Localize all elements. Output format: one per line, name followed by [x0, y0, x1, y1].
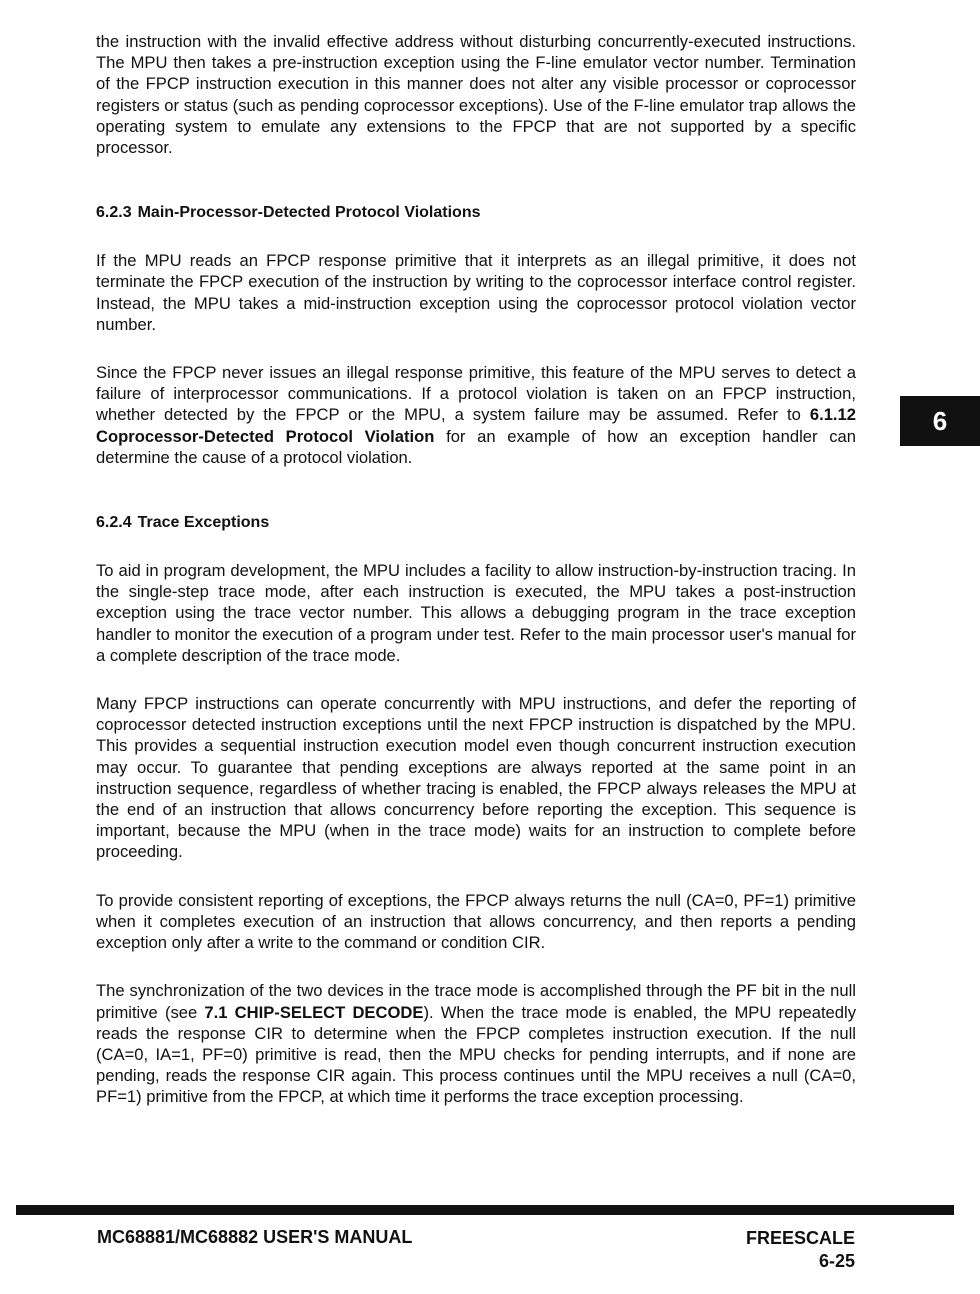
section-title: Trace Exceptions	[137, 514, 270, 532]
footer-manual-title: MC68881/MC68882 USER'S MANUAL	[97, 1227, 413, 1247]
section-heading	[96, 512, 856, 533]
paragraph: the instruction with the invalid effective address without disturbing concurrently-executed instructions. The MPU then takes a pre-instruction exception using the F-line emulator vector number. Termination of the FPCP instruction execution in this manner does not alter any visible processor or coprocessor registers or status (such as pending coprocessor exceptions). Use of the F-line emulator trap allows the operating system to emulate any extensions to the FPCP that are not supported by a specific processor.	[96, 32, 856, 158]
chapter-tab: 6	[900, 396, 980, 446]
paragraph: Many FPCP instructions can operate concurrently with MPU instructions, and defer the reporting of coprocessor detected instruction exceptions until the next FPCP instruction is dispatched by the MPU. This provides a sequential instruction execution model even though concurrent instruction execution may occur. To guarantee that pending exceptions are always reported at the same point in an instruction sequence, regardless of whether tracing is enabled, the FPCP always releases the MPU at the end of an instruction that allows concurrency before reporting the exception. This sequence is important, because the MPU (when in the trace mode) waits for an instruction to complete before proceeding.	[96, 694, 856, 862]
paragraph: To aid in program development, the MPU includes a facility to allow instruction-by-instruction tracing. In the single-step trace mode, after each instruction is executed, the MPU takes a post-instruction exception using the trace vector number. This allows a debugging program in the trace exception handler to monitor the execution of a program under test. Refer to the main processor user's manual for a complete description of the trace mode.	[96, 561, 856, 665]
footer-brand: FREESCALE	[745, 1228, 855, 1248]
paragraph-text: The synchronization of the two devices in the trace mode is accomplished through the PF bit in the null primitive (see	[96, 981, 856, 1022]
paragraph: To provide consistent reporting of exceptions, the FPCP always returns the null (CA=0, PF=1) primitive when it completes execution of an instruction that allows concurrency, and then reports a pending exception only after a write to the command or condition CIR.	[96, 890, 856, 953]
section-number: 6.2.4	[96, 514, 132, 532]
cross-reference: 6.1.12 Coprocessor-Detected Protocol Violation	[96, 405, 856, 446]
page-body	[96, 31, 856, 1135]
paragraph: If the MPU reads an FPCP response primitive that it interprets as an illegal primitive, it does not terminate the FPCP execution of the instruction by writing to the coprocessor interface control register. Instead, the MPU takes a mid-instruction exception using the coprocessor protocol violation vector number.	[96, 251, 856, 334]
cross-reference: 7.1 CHIP-SELECT DECODE	[204, 1002, 424, 1022]
paragraph-text: Since the FPCP never issues an illegal response primitive, this feature of the MPU serves to detect a failure of interprocessor communications. If a protocol violation is taken on an FPCP instruction, whether detected by the FPCP or the MPU, a system failure may be assumed. Refer to	[96, 363, 856, 425]
paragraph-text: for an example of how an exception handler can determine the cause of a protocol violation.	[96, 426, 856, 467]
section-title: Main-Processor-Detected Protocol Violations	[137, 204, 481, 222]
footer-right-block	[746, 1227, 855, 1273]
section-number: 6.2.3	[96, 204, 132, 222]
paragraph-text: ). When the trace mode is enabled, the MPU repeatedly reads the response CIR to determine when the FPCP completes instruction execution. If the null (CA=0, IA=1, PF=0) primitive is read, then the MPU checks for pending interrupts, and if none are pending, reads the response CIR again. This process continues until the MPU receives a null (CA=0, PF=1) primitive from the FPCP, at which time it performs the trace exception processing.	[96, 1002, 856, 1107]
page-number: 6-25	[818, 1251, 855, 1271]
paragraph	[96, 362, 856, 468]
section-heading	[96, 202, 856, 223]
paragraph	[96, 980, 856, 1107]
footer-divider	[16, 1205, 954, 1215]
